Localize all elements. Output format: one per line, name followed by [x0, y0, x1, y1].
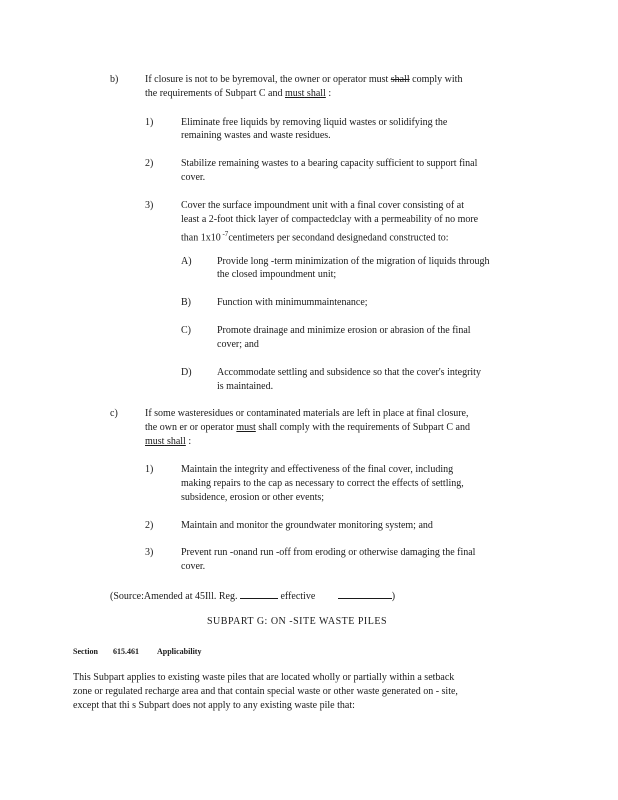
struck-text: shall — [390, 74, 410, 85]
sublist-item-label: A) — [181, 256, 192, 267]
list-item-line: Cover the surface impoundment unit with a final cover consisting of at — [181, 200, 464, 211]
text-segment: centimeters per secondand designedand constructed to: — [228, 232, 449, 244]
superscript: -7 — [220, 230, 229, 238]
list-item-label: 1) — [145, 117, 154, 128]
paragraph-b-line-2 — [145, 88, 331, 100]
list-item-line — [181, 228, 449, 244]
blank-line — [240, 589, 278, 599]
sublist-item-line: cover; and — [217, 339, 259, 350]
text-segment: the own er or operator — [145, 422, 237, 433]
paragraph-c-line-3 — [145, 436, 191, 448]
paragraph-c-line-2 — [145, 422, 470, 434]
sublist-item-line: the closed impoundment unit; — [217, 269, 337, 280]
paragraph-b-line-1 — [145, 74, 462, 86]
paragraph-c-line-1: If some wasteresidues or contaminated materials are left in place at final closure, — [145, 408, 469, 419]
source-note — [110, 589, 395, 603]
list-item-line: Eliminate free liquids by removing liquid wastes or solidifying the — [181, 117, 448, 128]
text-segment: ) — [391, 591, 396, 602]
text-segment: : — [185, 436, 192, 447]
inserted-text: must — [284, 88, 305, 99]
sublist-item-label: C) — [181, 325, 191, 336]
item-label-b: b) — [110, 74, 119, 85]
text-segment: (Source:Amended at 45Ill. Reg. — [110, 591, 240, 602]
struck-text: shall — [164, 436, 186, 447]
section-number: 615.461 — [113, 647, 139, 656]
list-item-line: cover. — [181, 561, 206, 572]
list-item-line: Stabilize remaining wastes to a bearing capacity sufficient to support final — [181, 158, 478, 169]
sublist-item-line: is maintained. — [217, 381, 274, 392]
inserted-text: must — [145, 436, 165, 447]
body-paragraph-line: except that thi s Subpart does not apply to any existing waste pile that: — [73, 700, 355, 711]
list-item-label: 3) — [145, 547, 154, 558]
sublist-item-line: Accommodate settling and subsidence so that the cover's integrity — [217, 367, 481, 378]
list-item-label: 2) — [145, 158, 154, 169]
section-label: Section — [73, 647, 98, 656]
text-segment: shall comply with the requirements of Subpart C and — [255, 422, 470, 433]
struck-text: shall — [304, 88, 326, 99]
sublist-item-line: Function with minimummaintenance; — [217, 297, 368, 308]
text-segment: effective — [277, 591, 318, 602]
blank-line — [338, 589, 392, 599]
subpart-title: SUBPART G: ON -SITE WASTE PILES — [207, 616, 388, 627]
body-paragraph-line: zone or regulated recharge area and that contain special waste or other waste generated on - site, — [73, 686, 458, 697]
list-item-line: subsidence, erosion or other events; — [181, 492, 325, 503]
sublist-item-line: Provide long -term minimization of the migration of liquids through — [217, 256, 490, 267]
text-segment: : — [325, 88, 332, 99]
list-item-line: least a 2-foot thick layer of compactedclay with a permeability of no more — [181, 214, 479, 225]
list-item-line: making repairs to the cap as necessary to correct the effects of settling, — [181, 478, 464, 489]
list-item-line: remaining wastes and waste residues. — [181, 130, 331, 141]
text-segment: comply with — [409, 74, 463, 85]
list-item-label: 3) — [145, 200, 154, 211]
text-segment: If closure is not to be byremoval, the owner or operator must — [145, 74, 391, 85]
sublist-item-label: B) — [181, 297, 191, 308]
list-item-line: Maintain the integrity and effectiveness of the final cover, including — [181, 464, 454, 475]
list-item-line: cover. — [181, 172, 206, 183]
text-segment: the requirements of Subpart C and — [145, 88, 285, 99]
item-label-c: c) — [110, 408, 118, 419]
section-title: Applicability — [157, 647, 202, 656]
sublist-item-line: Promote drainage and minimize erosion or abrasion of the final — [217, 325, 471, 336]
list-item-label: 1) — [145, 464, 154, 475]
body-paragraph-line: This Subpart applies to existing waste piles that are located wholly or partially within a setback — [73, 672, 455, 683]
text-segment: than 1x10 — [181, 232, 221, 244]
list-item-label: 2) — [145, 520, 154, 531]
inserted-text: must — [236, 422, 256, 433]
sublist-item-label: D) — [181, 367, 192, 378]
list-item-line: Prevent run -onand run -off from eroding or otherwise damaging the final — [181, 547, 476, 558]
list-item-line: Maintain and monitor the groundwater monitoring system; and — [181, 520, 433, 531]
